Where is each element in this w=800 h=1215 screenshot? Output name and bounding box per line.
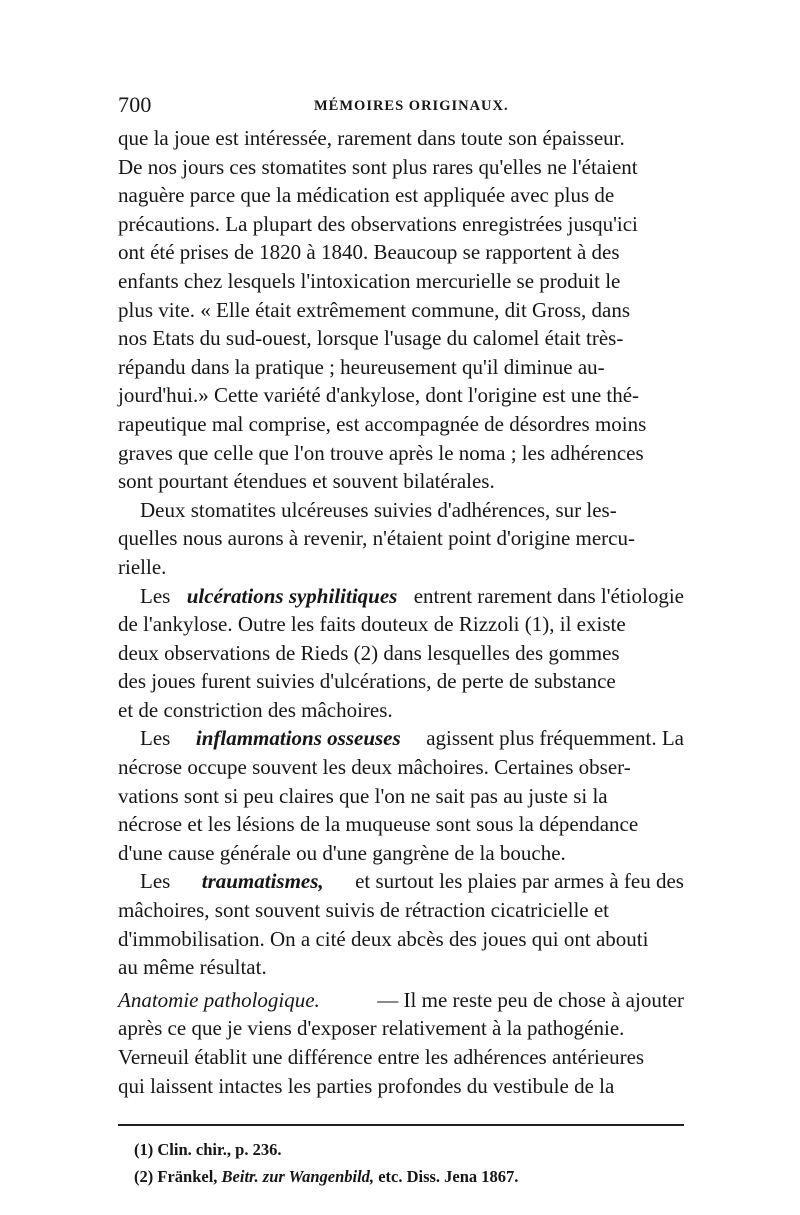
text-line: au même résultat. — [118, 955, 267, 980]
text-line: ont été prises de 1820 à 1840. Beaucoup se rapportent à des — [118, 240, 620, 265]
italic-term: ulcérations syphilitiques — [186, 583, 398, 608]
text-line: rapeutique mal comprise, est accompagnée de désordres moins — [118, 411, 647, 436]
italic-term: inflammations osseuses — [195, 726, 401, 751]
footnote: (2) Fränkel, Beitr. zur Wangenbild, etc. Diss. Jena 1867. — [134, 1167, 519, 1187]
text-line: graves que celle que l'on trouve après le noma ; les adhérences — [118, 440, 644, 465]
text-line: vations sont si peu claires que l'on ne sait pas au juste si la — [118, 783, 608, 808]
text-line: quelles nous aurons à revenir, n'étaient point d'origine mercu- — [118, 526, 635, 551]
text-line: après ce que je viens d'exposer relativement à la pathogénie. — [118, 1016, 625, 1041]
text-line: répandu dans la pratique ; heureusement qu'il diminue au- — [118, 354, 605, 379]
footnotes — [118, 1136, 684, 1190]
text-line: Anatomie pathologique. — Il me reste peu de chose à ajouter — [118, 986, 684, 1015]
text-line: que la joue est intéressée, rarement dans toute son épaisseur. — [118, 126, 625, 150]
text-line: Les inflammations osseuses agissent plus fréquemment. La — [118, 724, 684, 753]
running-title: MÉMOIRES ORIGINAUX. — [314, 98, 509, 114]
text-line: nos Etats du sud-ouest, lorsque l'usage du calomel était très- — [118, 326, 624, 351]
text-line: naguère parce que la médication est appliquée avec plus de — [118, 183, 615, 208]
text-line: deux observations de Rieds (2) dans lesquelles des gommes — [118, 640, 620, 665]
text-line: et de constriction des mâchoires. — [118, 697, 393, 722]
text-line: Verneuil établit une différence entre les adhérences antérieures — [118, 1045, 645, 1069]
text-line: d'une cause générale ou d'une gangrène de la bouche. — [118, 840, 566, 865]
text-line: De nos jours ces stomatites sont plus rares qu'elles ne l'étaient — [118, 154, 638, 179]
italic-term: traumatismes, — [201, 869, 324, 894]
page-number: 700 — [118, 92, 152, 117]
text-line: Deux stomatites ulcéreuses suivies d'adhérences, sur les- — [140, 497, 617, 522]
text-line: mâchoires, sont souvent suivis de rétraction cicatricielle et — [118, 898, 609, 923]
text-line: Les traumatismes, et surtout les plaies par armes à feu des — [118, 867, 684, 896]
section-heading: Anatomie pathologique. — [118, 987, 320, 1012]
body-text — [118, 124, 684, 1100]
text-line: enfants chez lesquels l'intoxication mercurielle se produit le — [118, 268, 621, 293]
text-line: sont pourtant étendues et souvent bilatérales. — [118, 469, 495, 494]
text-line: nécrose occupe souvent les deux mâchoires. Certaines obser- — [118, 755, 631, 780]
italic-title: Beitr. zur Wangenbild, — [221, 1167, 375, 1187]
page-header — [118, 92, 684, 122]
footnote: (1) Clin. chir., p. 236. — [134, 1140, 282, 1160]
text-line: de l'ankylose. Outre les faits douteux de Rizzoli (1), il existe — [118, 612, 626, 637]
text-line: des joues furent suivies d'ulcérations, de perte de substance — [118, 669, 616, 694]
text-line: précautions. La plupart des observations enregistrées jusqu'ici — [118, 211, 638, 236]
text-line: plus vite. « Elle était extrêmement commune, dit Gross, dans — [118, 297, 631, 322]
text-line: d'immobilisation. On a cité deux abcès des joues qui ont abouti — [118, 926, 649, 951]
text-line: jourd'hui.» Cette variété d'ankylose, dont l'origine est une thé- — [118, 383, 640, 408]
footnote-rule — [118, 1124, 684, 1126]
text-line: rielle. — [118, 554, 167, 579]
text-line: nécrose et les lésions de la muqueuse sont sous la dépendance — [118, 812, 639, 837]
book-page — [118, 92, 684, 1190]
text-line: Les ulcérations syphilitiques entrent rarement dans l'étiologie — [118, 582, 684, 611]
text-line: qui laissent intactes les parties profondes du vestibule de la — [118, 1073, 615, 1098]
